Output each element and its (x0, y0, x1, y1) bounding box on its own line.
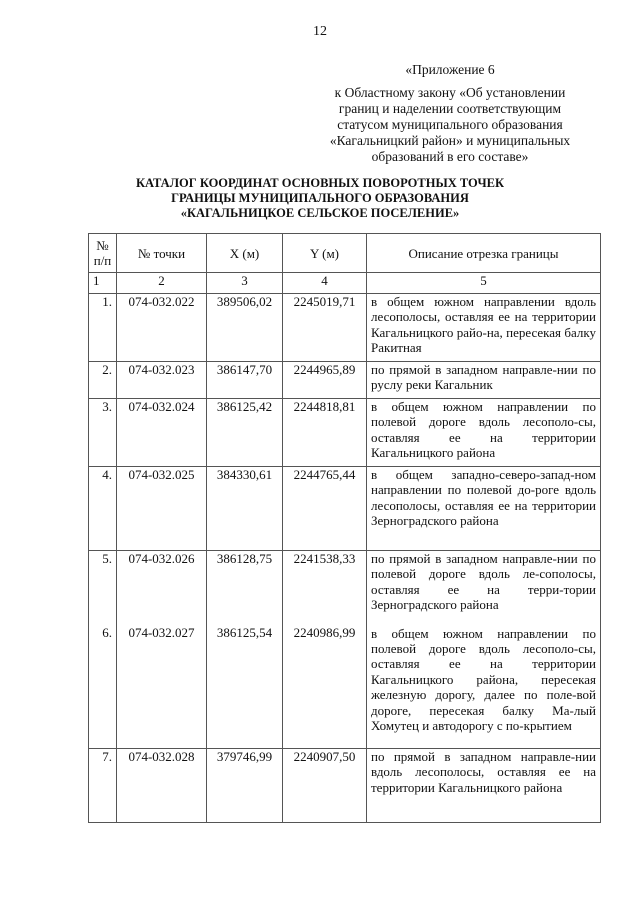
column-index: 1 (89, 273, 117, 294)
segment-description: по прямой в западном направле-нии по руслу реки Кагальник (367, 362, 601, 399)
point-id: 074-032.023 (117, 362, 207, 399)
segment-description: в общем южном направлении вдоль лесополосы, оставляя ее на территории Кагальницкого райо-на, пересекая балку Ракитная (367, 294, 601, 362)
segment-description: в общем западно-северо-запад-ном направлении по полевой до-роге вдоль лесополосы, оставляя ее на территории Зерноградского района (367, 467, 601, 551)
y-coordinate: 2240986,99 (283, 619, 367, 749)
catalog-title-line: ГРАНИЦЫ МУНИЦИПАЛЬНОГО ОБРАЗОВАНИЯ (171, 191, 469, 205)
y-coordinate: 2244965,89 (283, 362, 367, 399)
point-id: 074-032.028 (117, 749, 207, 823)
row-number: 4. (89, 467, 117, 551)
header-description: Описание отрезка границы (367, 234, 601, 273)
y-coordinate: 2244818,81 (283, 399, 367, 467)
y-coordinate: 2241538,33 (283, 551, 367, 619)
catalog-title-line: КАТАЛОГ КООРДИНАТ ОСНОВНЫХ ПОВОРОТНЫХ ТОЧЕК (135, 176, 505, 190)
column-index: 5 (367, 273, 601, 294)
catalog-title (60, 176, 580, 221)
x-coordinate: 384330,61 (207, 467, 283, 551)
column-index-row (89, 273, 601, 294)
row-number: 3. (89, 399, 117, 467)
appendix-title: «Приложение 6 (405, 62, 495, 77)
y-coordinate: 2244765,44 (283, 467, 367, 551)
point-id: 074-032.022 (117, 294, 207, 362)
coordinates-table (88, 233, 601, 823)
segment-description: в общем южном направлении по полевой дороге вдоль лесополо-сы, оставляя ее на территории Кагальницкого района, пересекая железную дорогу, далее по поле-вой дороге, пересекая балку Ма-лый Хомутец и автодорогу с по-крытием (367, 619, 601, 749)
row-number: 7. (89, 749, 117, 823)
x-coordinate: 386125,54 (207, 619, 283, 749)
point-id: 074-032.024 (117, 399, 207, 467)
table-row (89, 294, 601, 362)
row-number: 2. (89, 362, 117, 399)
appendix-line: «Кагальницкий район» и муниципальных (329, 133, 571, 148)
y-coordinate: 2245019,71 (283, 294, 367, 362)
table-row (89, 619, 601, 749)
table-row (89, 551, 601, 619)
catalog-title-line: «КАГАЛЬНИЦКОЕ СЕЛЬСКОЕ ПОСЕЛЕНИЕ» (180, 206, 460, 220)
table-row (89, 749, 601, 823)
table-row (89, 362, 601, 399)
table-row (89, 399, 601, 467)
appendix-header (300, 62, 600, 165)
appendix-line: статусом муниципального образования (337, 117, 563, 132)
appendix-line: границ и наделении соответствующим (338, 101, 562, 116)
point-id: 074-032.027 (117, 619, 207, 749)
point-id: 074-032.025 (117, 467, 207, 551)
appendix-line: образований в его составе» (371, 149, 529, 164)
x-coordinate: 386128,75 (207, 551, 283, 619)
segment-description: по прямой в западном направле-нии вдоль лесополосы, оставляя ее на территории Кагальницкого района (367, 749, 601, 823)
row-number: 6. (89, 619, 117, 749)
header-point: № точки (117, 234, 207, 273)
header-num-line2: п/п (93, 253, 112, 268)
segment-description: в общем южном направлении по полевой дороге вдоль лесополо-сы, оставляя ее на территории Кагальницкого района (367, 399, 601, 467)
header-x: X (м) (207, 234, 283, 273)
appendix-line: к Областному закону «Об установлении (334, 85, 566, 100)
header-num-line1: № (96, 238, 109, 253)
table-row (89, 467, 601, 551)
header-num (89, 234, 117, 273)
column-index: 4 (283, 273, 367, 294)
point-id: 074-032.026 (117, 551, 207, 619)
column-index: 3 (207, 273, 283, 294)
column-index: 2 (117, 273, 207, 294)
page-number: 12 (313, 24, 327, 39)
x-coordinate: 386147,70 (207, 362, 283, 399)
y-coordinate: 2240907,50 (283, 749, 367, 823)
segment-description: по прямой в западном направле-нии по полевой дороге вдоль ле-сополосы, оставляя ее на терри-тории Зерноградского района (367, 551, 601, 619)
header-y: Y (м) (283, 234, 367, 273)
row-number: 1. (89, 294, 117, 362)
x-coordinate: 386125,42 (207, 399, 283, 467)
row-number: 5. (89, 551, 117, 619)
table-header-row (89, 234, 601, 273)
x-coordinate: 389506,02 (207, 294, 283, 362)
x-coordinate: 379746,99 (207, 749, 283, 823)
